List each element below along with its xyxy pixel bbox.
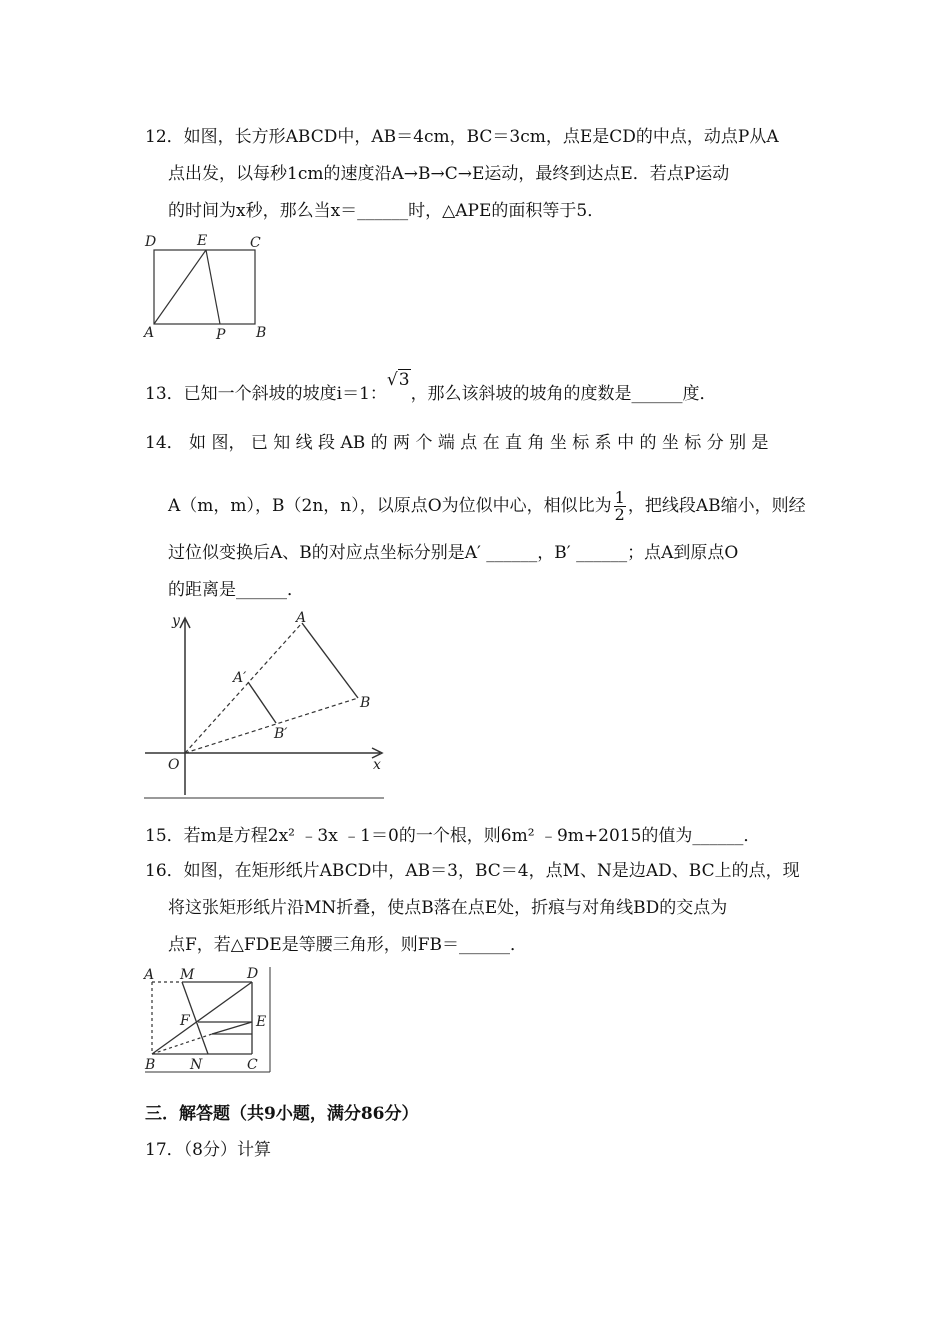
q16-label-b: B <box>145 1057 156 1073</box>
q14-line3: 过位似变换后A、B的对应点坐标分别是A′ ______，B′ ______；点A到原点O <box>168 543 739 563</box>
q12-label-b: B <box>256 325 267 341</box>
section-3-title: 三．解答题（共9小题，满分86分） <box>145 1104 419 1124</box>
q14-line2-suffix: ，把线段AB缩小，则经 <box>627 496 806 516</box>
q14-label-a: A <box>296 610 307 626</box>
q13-suffix: ，那么该斜坡的坡角的度数是______度． <box>410 384 717 404</box>
q16-line3: 点F，若△FDE是等腰三角形，则FB＝______． <box>168 935 527 955</box>
q14-label-b: B <box>360 695 371 711</box>
q14-label-y: y <box>172 613 180 629</box>
q12-rectangle-figure <box>140 230 270 342</box>
q16-label-f: F <box>180 1013 190 1029</box>
q14-line1: 14． 如 图， 已 知 线 段 AB 的 两 个 端 点 在 直 角 坐 标 系 中 的 坐 标 分 别 是 <box>145 433 769 453</box>
q12-label-d: D <box>145 234 157 250</box>
q13-radicand: 3 <box>398 370 410 390</box>
q13-line <box>145 370 717 405</box>
q16-folding-figure <box>140 962 275 1074</box>
q13-sqrt: √3 <box>386 370 410 390</box>
q16-label-m: M <box>180 967 195 983</box>
q14-label-x: x <box>373 757 381 773</box>
q14-frac-numerator: 1 <box>614 488 625 507</box>
q14-frac-denominator: 2 <box>614 505 625 524</box>
q14-label-b-prime: B′ <box>274 726 288 742</box>
q14-line2 <box>168 490 806 523</box>
q16-label-n: N <box>190 1057 203 1073</box>
q14-line2-prefix: A（m，m），B（2n，n），以原点O为位似中心，相似比为 <box>168 496 612 516</box>
q12-line2: 点出发，以每秒1cm的速度沿A→B→C→E运动，最终到达点E．若点P运动 <box>168 164 730 184</box>
q14-label-a-prime: A′ <box>233 670 247 686</box>
q16-label-a: A <box>144 967 155 983</box>
q12-line3: 的时间为x秒，那么当x＝______时，△APE的面积等于5． <box>168 201 605 221</box>
q16-label-c: C <box>247 1057 258 1073</box>
q14-line4: 的距离是______． <box>168 580 304 600</box>
q17-line1: 17．（8分）计算 <box>145 1140 271 1160</box>
q15-line1: 15．若m是方程2x² ﹣3x ﹣1＝0的一个根，则6m² ﹣9m+2015的值为______． <box>145 826 761 846</box>
q16-label-e: E <box>256 1014 267 1030</box>
q12-label-p: P <box>216 327 226 342</box>
q13-prefix: 13．已知一个斜坡的坡度i＝1： <box>145 384 387 404</box>
q12-label-a: A <box>144 325 155 341</box>
q14-fraction <box>614 490 626 523</box>
q12-label-e: E <box>197 233 208 249</box>
q16-label-d: D <box>247 966 259 982</box>
q14-coordinate-figure <box>140 610 390 800</box>
q16-line1: 16．如图，在矩形纸片ABCD中，AB＝3，BC＝4，点M、N是边AD、BC上的点，现 <box>145 861 800 881</box>
q14-label-o: O <box>168 757 180 773</box>
q16-line2: 将这张矩形纸片沿MN折叠，使点B落在点E处，折痕与对角线BD的交点为 <box>168 898 728 918</box>
q12-label-c: C <box>250 235 261 251</box>
q12-line1: 12．如图，长方形ABCD中，AB＝4cm，BC＝3cm，点E是CD的中点，动点P从A <box>145 127 779 147</box>
